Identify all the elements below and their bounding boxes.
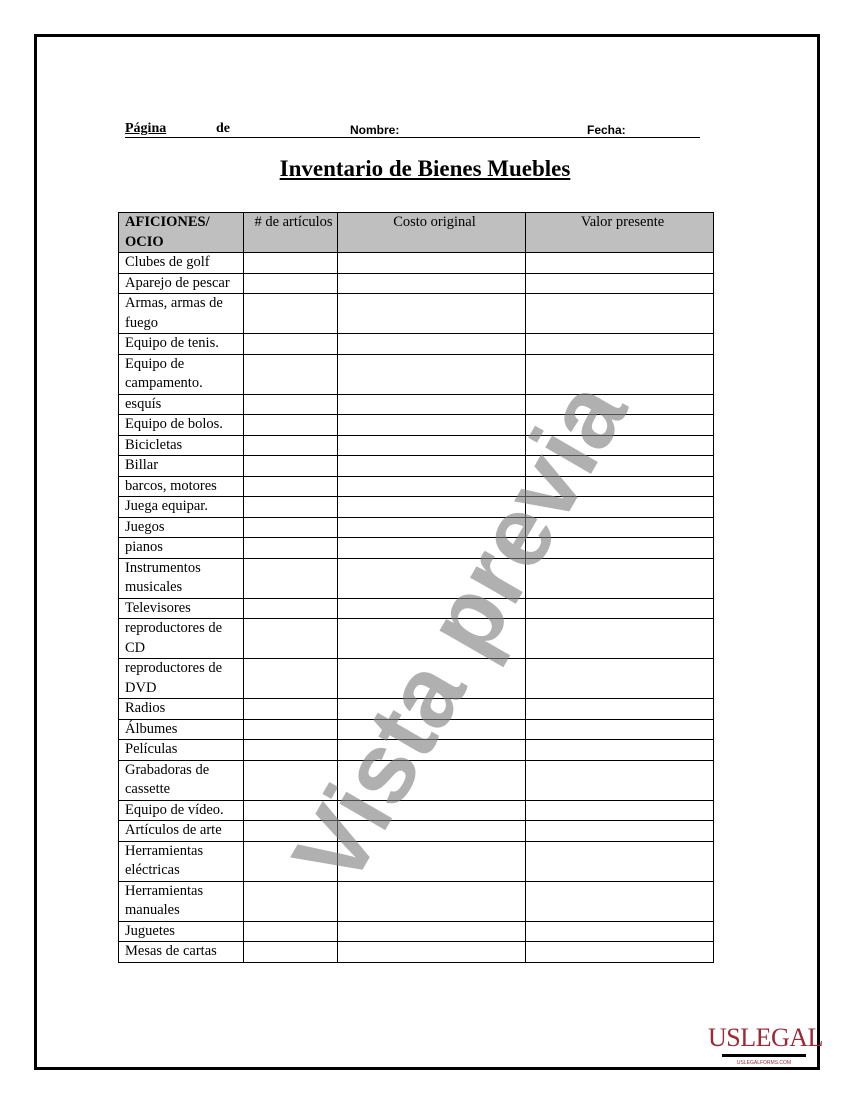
present-value-cell[interactable]	[526, 334, 714, 355]
item-label: Equipo de vídeo.	[119, 800, 244, 821]
table-row	[119, 334, 714, 355]
original-cost-cell[interactable]	[338, 497, 526, 518]
present-value-cell[interactable]	[526, 354, 714, 394]
item-label: reproductores de DVD	[119, 659, 244, 699]
present-value-cell[interactable]	[526, 476, 714, 497]
item-label: barcos, motores	[119, 476, 244, 497]
date-label: Fecha:	[587, 123, 626, 137]
column-header: # de artículos	[244, 213, 338, 253]
item-label: Armas, armas de fuego	[119, 294, 244, 334]
uslegal-logo	[708, 1023, 823, 1066]
table-row	[119, 800, 714, 821]
watermark: Vista previa	[271, 362, 649, 904]
item-label: Billar	[119, 456, 244, 477]
present-value-cell[interactable]	[526, 800, 714, 821]
quantity-cell[interactable]	[244, 821, 338, 842]
quantity-cell[interactable]	[244, 558, 338, 598]
inventory-table	[118, 212, 714, 963]
original-cost-cell[interactable]	[338, 659, 526, 699]
original-cost-cell[interactable]	[338, 558, 526, 598]
table-row	[119, 719, 714, 740]
original-cost-cell[interactable]	[338, 921, 526, 942]
table-row	[119, 497, 714, 518]
item-label: Aparejo de pescar	[119, 273, 244, 294]
present-value-cell[interactable]	[526, 760, 714, 800]
column-header: Costo original	[338, 213, 526, 253]
item-label: Juguetes	[119, 921, 244, 942]
item-label: Radios	[119, 699, 244, 720]
present-value-cell[interactable]	[526, 719, 714, 740]
present-value-cell[interactable]	[526, 942, 714, 963]
present-value-cell[interactable]	[526, 517, 714, 538]
present-value-cell[interactable]	[526, 394, 714, 415]
table-row	[119, 598, 714, 619]
table-row	[119, 294, 714, 334]
quantity-cell[interactable]	[244, 619, 338, 659]
logo-eagle-bar	[722, 1054, 806, 1057]
present-value-cell[interactable]	[526, 740, 714, 761]
quantity-cell[interactable]	[244, 841, 338, 881]
item-label: Películas	[119, 740, 244, 761]
table-row	[119, 619, 714, 659]
quantity-cell[interactable]	[244, 294, 338, 334]
quantity-cell[interactable]	[244, 517, 338, 538]
table-row	[119, 821, 714, 842]
table-row	[119, 841, 714, 881]
present-value-cell[interactable]	[526, 558, 714, 598]
item-label: Álbumes	[119, 719, 244, 740]
item-label: Instrumentos musicales	[119, 558, 244, 598]
table-row	[119, 476, 714, 497]
present-value-cell[interactable]	[526, 699, 714, 720]
original-cost-cell[interactable]	[338, 740, 526, 761]
quantity-cell[interactable]	[244, 719, 338, 740]
original-cost-cell[interactable]	[338, 354, 526, 394]
present-value-cell[interactable]	[526, 294, 714, 334]
original-cost-cell[interactable]	[338, 881, 526, 921]
original-cost-cell[interactable]	[338, 415, 526, 436]
column-header: Valor presente	[526, 213, 714, 253]
quantity-cell[interactable]	[244, 456, 338, 477]
item-label: Clubes de golf	[119, 253, 244, 274]
table-row	[119, 558, 714, 598]
quantity-cell[interactable]	[244, 394, 338, 415]
original-cost-cell[interactable]	[338, 821, 526, 842]
table-row	[119, 253, 714, 274]
document-title: Inventario de Bienes Muebles	[279, 156, 571, 181]
form-header	[125, 121, 700, 138]
present-value-cell[interactable]	[526, 598, 714, 619]
table-row	[119, 394, 714, 415]
table-row	[119, 354, 714, 394]
quantity-cell[interactable]	[244, 354, 338, 394]
item-label: pianos	[119, 538, 244, 559]
item-label: Grabadoras de cassette	[119, 760, 244, 800]
table-row	[119, 435, 714, 456]
original-cost-cell[interactable]	[338, 334, 526, 355]
original-cost-cell[interactable]	[338, 942, 526, 963]
present-value-cell[interactable]	[526, 538, 714, 559]
table-row	[119, 538, 714, 559]
table-row	[119, 456, 714, 477]
present-value-cell[interactable]	[526, 415, 714, 436]
item-label: Equipo de tenis.	[119, 334, 244, 355]
original-cost-cell[interactable]	[338, 719, 526, 740]
table-row	[119, 740, 714, 761]
present-value-cell[interactable]	[526, 821, 714, 842]
page-label: Página	[125, 121, 167, 136]
quantity-cell[interactable]	[244, 740, 338, 761]
item-label: Herramientas eléctricas	[119, 841, 244, 881]
original-cost-cell[interactable]	[338, 517, 526, 538]
item-label: reproductores de CD	[119, 619, 244, 659]
original-cost-cell[interactable]	[338, 294, 526, 334]
quantity-cell[interactable]	[244, 800, 338, 821]
table-header-row	[119, 213, 714, 253]
original-cost-cell[interactable]	[338, 760, 526, 800]
item-label: Artículos de arte	[119, 821, 244, 842]
table-row	[119, 942, 714, 963]
quantity-cell[interactable]	[244, 538, 338, 559]
present-value-cell[interactable]	[526, 659, 714, 699]
table-row	[119, 699, 714, 720]
table-row	[119, 517, 714, 538]
present-value-cell[interactable]	[526, 881, 714, 921]
present-value-cell[interactable]	[526, 273, 714, 294]
original-cost-cell[interactable]	[338, 435, 526, 456]
table-row	[119, 273, 714, 294]
present-value-cell[interactable]	[526, 841, 714, 881]
quantity-cell[interactable]	[244, 497, 338, 518]
table-row	[119, 881, 714, 921]
original-cost-cell[interactable]	[338, 699, 526, 720]
quantity-cell[interactable]	[244, 760, 338, 800]
quantity-cell[interactable]	[244, 253, 338, 274]
item-label: Mesas de cartas	[119, 942, 244, 963]
original-cost-cell[interactable]	[338, 598, 526, 619]
present-value-cell[interactable]	[526, 497, 714, 518]
item-label: Televisores	[119, 598, 244, 619]
quantity-cell[interactable]	[244, 334, 338, 355]
item-label: Herramientas manuales	[119, 881, 244, 921]
item-label: Equipo de campamento.	[119, 354, 244, 394]
present-value-cell[interactable]	[526, 619, 714, 659]
quantity-cell[interactable]	[244, 881, 338, 921]
original-cost-cell[interactable]	[338, 273, 526, 294]
quantity-cell[interactable]	[244, 435, 338, 456]
quantity-cell[interactable]	[244, 699, 338, 720]
name-label: Nombre:	[350, 123, 400, 137]
column-header: AFICIONES/ OCIO	[119, 213, 244, 253]
original-cost-cell[interactable]	[338, 476, 526, 497]
present-value-cell[interactable]	[526, 456, 714, 477]
logo-text: USLEGAL	[708, 1023, 823, 1052]
present-value-cell[interactable]	[526, 253, 714, 274]
quantity-cell[interactable]	[244, 273, 338, 294]
quantity-cell[interactable]	[244, 942, 338, 963]
original-cost-cell[interactable]	[338, 800, 526, 821]
quantity-cell[interactable]	[244, 921, 338, 942]
original-cost-cell[interactable]	[338, 394, 526, 415]
original-cost-cell[interactable]	[338, 619, 526, 659]
quantity-cell[interactable]	[244, 659, 338, 699]
item-label: Juegos	[119, 517, 244, 538]
of-label: de	[216, 121, 230, 136]
original-cost-cell[interactable]	[338, 456, 526, 477]
original-cost-cell[interactable]	[338, 538, 526, 559]
item-label: esquís	[119, 394, 244, 415]
item-label: Equipo de bolos.	[119, 415, 244, 436]
original-cost-cell[interactable]	[338, 253, 526, 274]
original-cost-cell[interactable]	[338, 841, 526, 881]
table-row	[119, 659, 714, 699]
present-value-cell[interactable]	[526, 921, 714, 942]
logo-url: USLEGALFORMS.COM	[736, 1060, 792, 1066]
present-value-cell[interactable]	[526, 435, 714, 456]
quantity-cell[interactable]	[244, 476, 338, 497]
item-label: Juega equipar.	[119, 497, 244, 518]
table-row	[119, 760, 714, 800]
quantity-cell[interactable]	[244, 415, 338, 436]
quantity-cell[interactable]	[244, 598, 338, 619]
table-row	[119, 921, 714, 942]
table-row	[119, 415, 714, 436]
item-label: Bicicletas	[119, 435, 244, 456]
